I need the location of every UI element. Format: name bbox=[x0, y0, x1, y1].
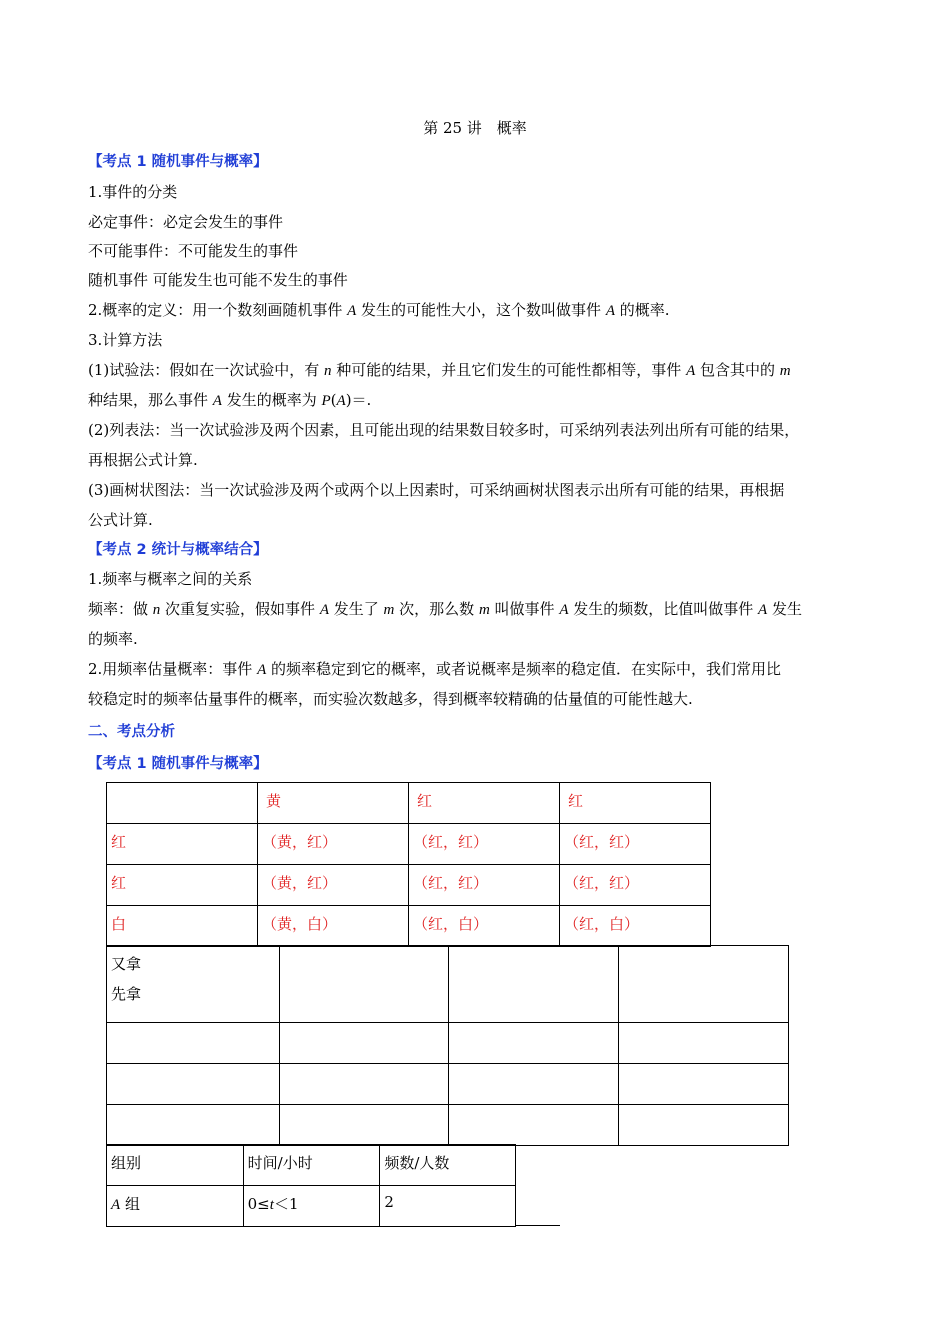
para-trial-method: (1)试验法：假如在一次试验中，有 n 种可能的结果，并且它们发生的可能性都相等，事件 A 包含其中的 m bbox=[88, 361, 791, 379]
table-cell bbox=[279, 1105, 449, 1146]
table-cell: （红，红） bbox=[409, 865, 560, 906]
table-cell bbox=[619, 946, 789, 1023]
table-cell bbox=[449, 1105, 619, 1146]
table-cell: A 组 bbox=[107, 1186, 244, 1227]
table-cell: 红 bbox=[107, 865, 258, 906]
table-cell: （红，红） bbox=[560, 865, 711, 906]
table-border-stub bbox=[516, 1225, 560, 1226]
table-cell: 白 bbox=[107, 906, 258, 947]
para-random-event: 随机事件 可能发生也可能不发生的事件 bbox=[88, 271, 348, 289]
para-impossible-event: 不可能事件：不可能发生的事件 bbox=[88, 242, 299, 260]
table-cell bbox=[619, 1064, 789, 1105]
corner-label-top: 又拿 bbox=[111, 955, 142, 973]
table-cell bbox=[449, 1064, 619, 1105]
analysis-heading: 二、考点分析 bbox=[88, 724, 175, 740]
table-cell bbox=[107, 1023, 280, 1064]
table-row bbox=[107, 906, 711, 947]
table-cell: （黄，红） bbox=[258, 824, 409, 865]
para-list-method-cont: 再根据公式计算. bbox=[88, 451, 198, 469]
para-tree-method: (3)画树状图法：当一次试验涉及两个或两个以上因素时，可采纳画树状图表示出所有可能的结果，再根据 bbox=[88, 481, 785, 499]
table-header-cell: 组别 bbox=[107, 1145, 244, 1186]
table-cell: 0≤t＜1 bbox=[243, 1186, 380, 1227]
table-cell: 红 bbox=[107, 824, 258, 865]
table-cell: 2 bbox=[380, 1186, 516, 1227]
table-header-cell: 频数/人数 bbox=[380, 1145, 516, 1186]
para-list-method: (2)列表法：当一次试验涉及两个因素，且可能出现的结果数目较多时，可采纳列表法列出所有可能的结果， bbox=[88, 421, 800, 439]
table-header-cell: 时间/小时 bbox=[243, 1145, 380, 1186]
table-row bbox=[107, 1023, 789, 1064]
table-cell bbox=[449, 1023, 619, 1064]
para-certain-event: 必定事件：必定会发生的事件 bbox=[88, 213, 284, 231]
table-cell bbox=[107, 783, 258, 824]
corner-label-bottom: 先拿 bbox=[111, 985, 142, 1003]
para-estimate-probability-cont: 较稳定时的频率估量事件的概率，而实验次数越多，得到概率较精确的估量值的可能性越大. bbox=[88, 690, 693, 708]
table-cell: （红，白） bbox=[560, 906, 711, 947]
page-title: 第 25 讲 概率 bbox=[423, 119, 527, 137]
para-trial-method-cont: 种结果，那么事件 A 发生的概率为 P(A)＝. bbox=[88, 391, 372, 409]
table-cell bbox=[279, 946, 449, 1023]
table-cell: （红，红） bbox=[409, 824, 560, 865]
table-row bbox=[107, 783, 711, 824]
table-cell bbox=[107, 1064, 280, 1105]
table-cell: 红 bbox=[409, 783, 560, 824]
section-heading-2: 【考点 2 统计与概率结合】 bbox=[88, 542, 268, 558]
frequency-table bbox=[106, 1144, 516, 1227]
table-cell bbox=[279, 1064, 449, 1105]
section-heading-1: 【考点 1 随机事件与概率】 bbox=[88, 154, 268, 170]
table-row bbox=[107, 1105, 789, 1146]
para-calculation-methods: 3.计算方法 bbox=[88, 331, 163, 349]
table-row bbox=[107, 1064, 789, 1105]
table-row bbox=[107, 946, 789, 1023]
outcome-table bbox=[106, 782, 711, 947]
para-probability-definition: 2.概率的定义：用一个数刻画随机事件 A 发生的可能性大小，这个数叫做事件 A 的概率. bbox=[88, 301, 670, 319]
table-row bbox=[107, 824, 711, 865]
table-cell: 黄 bbox=[258, 783, 409, 824]
para-event-classes: 1.事件的分类 bbox=[88, 183, 178, 201]
table-cell: 红 bbox=[560, 783, 711, 824]
table-cell bbox=[449, 946, 619, 1023]
para-frequency-definition-cont: 的频率. bbox=[88, 630, 138, 648]
para-tree-method-cont: 公式计算. bbox=[88, 511, 153, 529]
table-corner-cell bbox=[107, 946, 280, 1023]
table-cell: （红，白） bbox=[409, 906, 560, 947]
table-cell: （黄，白） bbox=[258, 906, 409, 947]
draw-table bbox=[106, 945, 789, 1146]
table-row bbox=[107, 1145, 516, 1186]
table-cell: （黄，红） bbox=[258, 865, 409, 906]
table-cell bbox=[619, 1023, 789, 1064]
para-frequency-definition: 频率：做 n 次重复实验，假如事件 A 发生了 m 次，那么数 m 叫做事件 A 发生的频数，比值叫做事件 A 发生 bbox=[88, 600, 802, 618]
table-cell bbox=[619, 1105, 789, 1146]
analysis-subheading: 【考点 1 随机事件与概率】 bbox=[88, 756, 268, 772]
table-cell bbox=[107, 1105, 280, 1146]
para-estimate-probability: 2.用频率估量概率：事件 A 的频率稳定到它的概率，或者说概率是频率的稳定值．在实际中，我们常用比 bbox=[88, 660, 782, 678]
table-cell: （红，红） bbox=[560, 824, 711, 865]
table-cell bbox=[279, 1023, 449, 1064]
table-row bbox=[107, 1186, 516, 1227]
table-row bbox=[107, 865, 711, 906]
para-frequency-relation: 1.频率与概率之间的关系 bbox=[88, 570, 253, 588]
